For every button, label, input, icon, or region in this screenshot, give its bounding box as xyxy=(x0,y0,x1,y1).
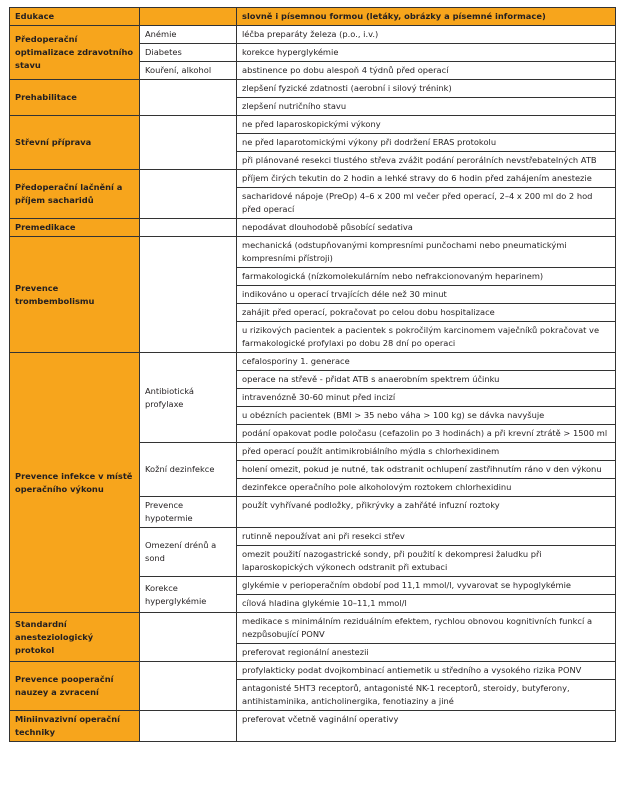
recommendation-cell: použít vyhřívané podložky, přikrývky a zahřáté infuzní roztoky xyxy=(237,497,616,528)
subcategory-cell: Kouření, alkohol xyxy=(140,62,237,80)
recommendation-cell: sacharidové nápoje (PreOp) 4–6 x 200 ml večer před operací, 2–4 x 200 ml do 2 hod před operací xyxy=(237,188,616,219)
subcategory-cell: Omezení drénů a sond xyxy=(140,528,237,577)
recommendation-cell: omezit použití nazogastrické sondy, při použití k dekompresi žaludku při laparoskopických výkonech odstranit při extubaci xyxy=(237,546,616,577)
recommendation-cell: dezinfekce operačního pole alkoholovým roztokem chlorhexidinu xyxy=(237,479,616,497)
table-row xyxy=(10,26,616,44)
recommendation-cell: zahájit před operací, pokračovat po celou dobu hospitalizace xyxy=(237,304,616,322)
subcategory-cell: Antibiotická profylaxe xyxy=(140,353,237,443)
subcategory-empty-cell xyxy=(140,219,237,237)
recommendation-cell: farmakologická (nízkomolekulárním nebo nefrakcionovaným heparinem) xyxy=(237,268,616,286)
category-cell: Střevní příprava xyxy=(10,116,140,170)
subcategory-cell: Anémie xyxy=(140,26,237,44)
recommendation-cell: nepodávat dlouhodobě působící sedativa xyxy=(237,219,616,237)
subcategory-cell: Prevence hypotermie xyxy=(140,497,237,528)
recommendation-cell: indikováno u operací trvajících déle než 30 minut xyxy=(237,286,616,304)
table-row xyxy=(10,613,616,644)
subcategory-cell: Diabetes xyxy=(140,44,237,62)
table-row xyxy=(10,170,616,188)
recommendation-cell: antagonisté 5HT3 receptorů, antagonisté NK-1 receptorů, steroidy, butyferony, antihistaminika, anticholinergika, fenotiaziny a jiné xyxy=(237,680,616,711)
recommendation-cell: u obézních pacientek (BMI > 35 nebo váha > 100 kg) se dávka navyšuje xyxy=(237,407,616,425)
recommendation-cell: ne před laparotomickými výkony při dodržení ERAS protokolu xyxy=(237,134,616,152)
subcategory-empty-cell xyxy=(140,711,237,742)
subcategory-empty-cell xyxy=(140,613,237,662)
category-cell: Předoperační lačnění a příjem sacharidů xyxy=(10,170,140,219)
subcategory-empty-cell xyxy=(140,662,237,711)
eras-table-container xyxy=(9,7,615,742)
table-row xyxy=(10,711,616,742)
recommendation-cell: zlepšení fyzické zdatnosti (aerobní i silový trénink) xyxy=(237,80,616,98)
table-row xyxy=(10,219,616,237)
subcategory-empty-cell xyxy=(140,170,237,219)
recommendation-cell: rutinně nepoužívat ani při resekci střev xyxy=(237,528,616,546)
recommendation-cell: zlepšení nutričního stavu xyxy=(237,98,616,116)
header-education-description: slovně i písemnou formou (letáky, obrázky a písemné informace) xyxy=(237,8,616,26)
recommendation-cell: cefalosporiny 1. generace xyxy=(237,353,616,371)
category-cell: Prevence pooperační nauzey a zvracení xyxy=(10,662,140,711)
table-row xyxy=(10,80,616,98)
recommendation-cell: před operací použít antimikrobiálního mýdla s chlorhexidinem xyxy=(237,443,616,461)
recommendation-cell: mechanická (odstupňovanými kompresními punčochami nebo pneumatickými kompresními přístroji) xyxy=(237,237,616,268)
recommendation-cell: preferovat včetně vaginální operativy xyxy=(237,711,616,742)
recommendation-cell: u rizikových pacientek a pacientek s pokročilým karcinomem vaječníků pokračovat ve farmakologické profylaxi po dobu 28 dní po operaci xyxy=(237,322,616,353)
header-education-label: Edukace xyxy=(10,8,140,26)
table-row xyxy=(10,116,616,134)
category-cell: Standardní anesteziologický protokol xyxy=(10,613,140,662)
table-row xyxy=(10,662,616,680)
category-cell: Prehabilitace xyxy=(10,80,140,116)
recommendation-cell: abstinence po dobu alespoň 4 týdnů před operací xyxy=(237,62,616,80)
category-cell: Premedikace xyxy=(10,219,140,237)
recommendation-cell: korekce hyperglykémie xyxy=(237,44,616,62)
subcategory-empty-cell xyxy=(140,237,237,353)
subcategory-cell: Korekce hyperglykémie xyxy=(140,577,237,613)
category-cell: Miniinvazivní operační techniky xyxy=(10,711,140,742)
category-cell: Předoperační optimalizace zdravotního stavu xyxy=(10,26,140,80)
recommendation-cell: podání opakovat podle poločasu (cefazolin po 3 hodinách) a při krevní ztrátě > 1500 ml xyxy=(237,425,616,443)
recommendation-cell: profylakticky podat dvojkombinací antiemetik u středního a vysokého rizika PONV xyxy=(237,662,616,680)
recommendation-cell: medikace s minimálním reziduálním efektem, rychlou obnovou kognitivních funkcí a nezpůsobující PONV xyxy=(237,613,616,644)
header-empty-cell xyxy=(140,8,237,26)
recommendation-cell: glykémie v perioperačním období pod 11,1 mmol/l, vyvarovat se hypoglykémie xyxy=(237,577,616,595)
subcategory-cell: Kožní dezinfekce xyxy=(140,443,237,497)
recommendation-cell: operace na střevě - přidat ATB s anaerobním spektrem účinku xyxy=(237,371,616,389)
recommendation-cell: cílová hladina glykémie 10–11,1 mmol/l xyxy=(237,595,616,613)
recommendation-cell: ne před laparoskopickými výkony xyxy=(237,116,616,134)
recommendation-cell: při plánované resekci tlustého střeva zvážit podání perorálních nevstřebatelných ATB xyxy=(237,152,616,170)
subcategory-empty-cell xyxy=(140,80,237,116)
header-row xyxy=(10,8,616,26)
subcategory-empty-cell xyxy=(140,116,237,170)
recommendation-cell: holení omezit, pokud je nutné, tak odstranit ochlupení zastřihnutím ráno v den výkonu xyxy=(237,461,616,479)
recommendation-cell: léčba preparáty železa (p.o., i.v.) xyxy=(237,26,616,44)
table-row xyxy=(10,237,616,268)
table-row xyxy=(10,353,616,371)
recommendation-cell: intravenózně 30-60 minut před incizí xyxy=(237,389,616,407)
recommendation-cell: příjem čirých tekutin do 2 hodin a lehké stravy do 6 hodin před zahájením anestezie xyxy=(237,170,616,188)
category-cell: Prevence infekce v místě operačního výkonu xyxy=(10,353,140,613)
eras-protocol-table xyxy=(9,7,616,742)
recommendation-cell: preferovat regionální anestezii xyxy=(237,644,616,662)
category-cell: Prevence trombembolismu xyxy=(10,237,140,353)
